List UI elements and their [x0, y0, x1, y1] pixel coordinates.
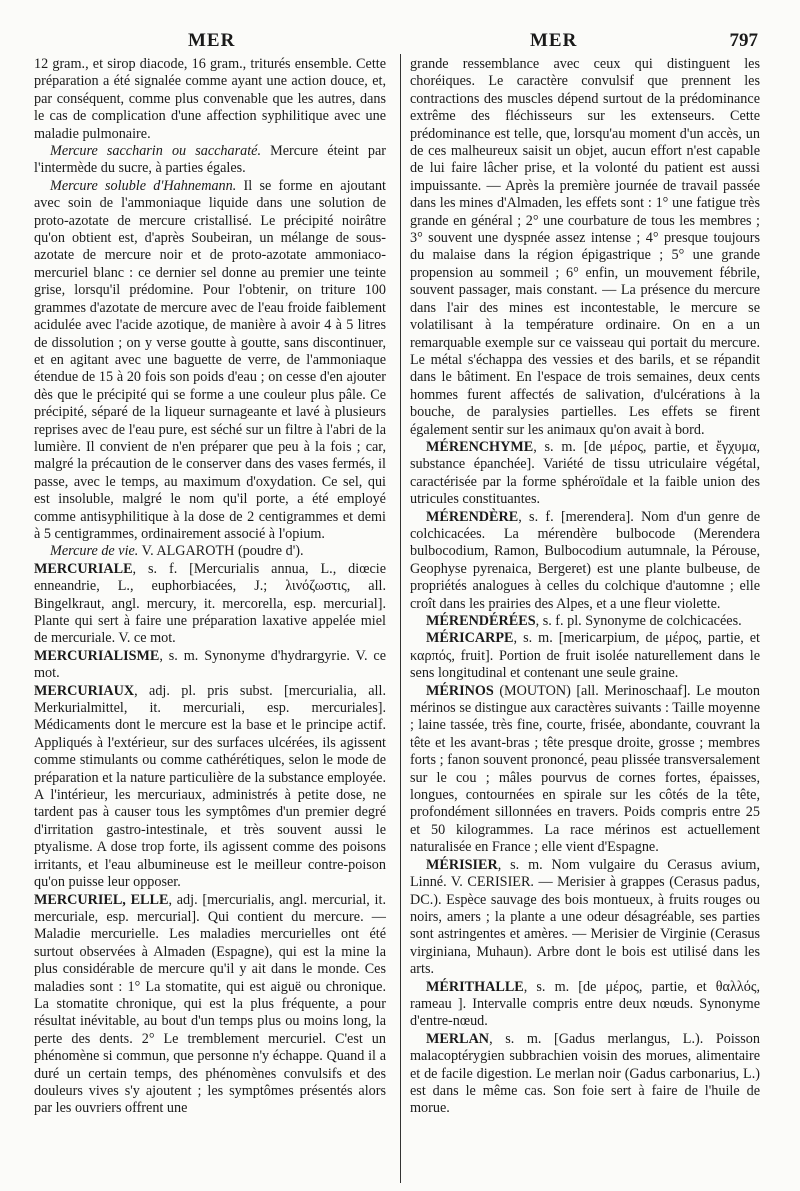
column-divider — [400, 54, 401, 1183]
entry-text: , s. m. [de μέρος, partie, et ἔγχυμα, substance épanchée]. Variété de tissu utriculaire végétal, caractérisée par la forme sphéroïdale et la faible union des utricules constituantes. — [410, 438, 760, 508]
dictionary-entry — [34, 561, 386, 648]
dictionary-entry — [34, 892, 386, 1118]
dictionary-entry — [410, 857, 760, 979]
dictionary-entry — [410, 439, 760, 509]
entry-headword: MERCURIEL, ELLE — [34, 891, 169, 908]
running-head-left: MER — [188, 30, 236, 51]
dictionary-entry — [410, 630, 760, 682]
right-column — [410, 56, 760, 1118]
subentry-term: Mercure soluble d'Hahnemann. — [50, 177, 237, 194]
dictionary-entry — [410, 1031, 760, 1118]
subentry-text: Mercure éteint par l'intermède du sucre, à parties égales. — [34, 143, 386, 177]
subentry — [34, 178, 386, 544]
entry-text: , s. m. [de μέρος, partie, et θαλλός, rameau ]. Intervalle compris entre deux nœuds. Synonyme d'entre-nœud. — [410, 978, 760, 1030]
entry-text: , s. m. Nom vulgaire du Cerasus avium, Linné. V. CERISIER. — Merisier à grappes (Cerasus padus, DC.). Espèce sauvage des bois montueux, à fruits rouges ou noirs, amers ; la plante a une odeur désagréable, ses parties sont astringentes et amères. — Merisier de Virginie (Cerasus virginiana, Muhaun). Arbre dont le bois est utilisé dans les arts. — [410, 856, 760, 978]
page-number: 797 — [729, 30, 758, 51]
entry-headword: MÉRENDÉRÉES — [426, 613, 536, 629]
running-head-right: MER — [530, 30, 578, 51]
subentry-term: Mercure de vie. — [50, 543, 139, 560]
entry-headword: MÉRICARPE — [426, 630, 514, 647]
entry-headword: MERCURIALISME — [34, 647, 160, 664]
subentry-term: Mercure saccharin ou saccharaté. — [50, 143, 262, 160]
entry-headword: MÉRENCHYME — [426, 438, 534, 455]
entry-headword: MÉRITHALLE — [426, 978, 524, 995]
subentry — [34, 543, 386, 560]
entry-text: , s. f. [merendera]. Nom d'un genre de colchicacées. La mérendère bulbocode (Merendera bulbocodium, Ramon, Bulbocodium autumnale, la Pérouse, Geophyse pyrenaica, Bergeret) est une plante bulbeuse, de propriétés analogues à celles du colchique d'automne ; elle croît dans les prairies des Alpes, et a une fleur violette. — [410, 508, 760, 612]
entry-text: , s. f. pl. Synonyme de colchicacées. — [535, 613, 742, 629]
entry-text: , s. m. Synonyme d'hydrargyrie. V. ce mot. — [34, 647, 386, 682]
dictionary-entry — [34, 683, 386, 892]
entry-text: , s. f. [Mercurialis annua, L., diœcie enneandrie, L., euphorbiacées, J.; λινόζωστις, all. Bingelkraut, angl. mercury, it. mercorella, esp. mercurial]. Plante qui sert à faire une préparation laxative appelée miel de mercuriale. V. ce mot. — [34, 560, 386, 647]
entry-text: , adj. [mercurialis, angl. mercurial, it. mercuriale, esp. mercurial]. Qui contient du mercure. — Maladie mercurielle. Les maladies mercurielles ont été surtout observées à Almaden (Espagne), qui est la mine la plus considérable de mercure qu'il y ait dans le monde. Ces maladies sont : 1° La stomatite, qui est aiguë ou chronique. La stomatite chronique, qui est la plus fréquente, a pour résultat inévitable, au bout d'un temps plus ou moins long, la perte des dents. 2° Le tremblement mercuriel. C'est un phénomène si commun, que personne n'y échappe. Quand il a duré un certain temps, des phénomènes convulsifs et des douleurs vives s'y ajoutent ; les symptômes présentés alors par les ouvriers offrent une — [34, 891, 386, 1117]
dictionary-entry — [410, 683, 760, 857]
dictionary-entry — [410, 979, 760, 1031]
entry-continuation: 12 gram., et sirop diacode, 16 gram., triturés ensemble. Cette préparation a été signalée comme ayant une action douce, et, par conséquent, comme plus convenable que les autres, dans le cas de complication d'une affection syphilitique avec une maladie pulmonaire. — [34, 56, 386, 142]
entry-headword: MÉRINOS — [426, 682, 494, 699]
left-column — [34, 56, 386, 1118]
dictionary-entry — [410, 613, 760, 630]
entry-headword: MÉRISIER — [426, 856, 498, 873]
entry-text: , s. m. [mericarpium, de μέρος, partie, et καρπός, fruit]. Portion de fruit isolée naturellement dans le sens longitudinal et contenant une seule graine. — [410, 630, 760, 682]
entry-continuation: grande ressemblance avec ceux qui distinguent les choréiques. Le caractère convulsif que prennent les contractions des muscles dépend surtout de la prédominance extrême des fléchisseurs sur les extenseurs. Cette prédominance est telle, que, lorsqu'au moment d'un accès, un de ces malheureux saisit un objet, aucun effort n'est capable de lui faire lâcher prise, et la volonté du patient est aussi impuissante. — Après la première journée de travail passée dans les mines d'Almaden, les effets sont : 1° une fatigue très grande en général ; 2° une courbature de tous les membres ; 3° souvent une dyspnée assez intense ; 4° presque toujours du malaise dans la région épigastrique ; 5° une grande propension au sommeil ; 6° enfin, un mouvement fébrile, souvent passager, mais constant. — La présence du mercure dans l'air des mines est incontestable, le mercure se volatilisant à la température ordinaire. On en a un remarquable exemple sur ce vaisseau qui portait du mercure. Le métal s'échappa des vessies et des barils, et se répandit dans le bâtiment. En l'espace de trois semaines, deux cents hommes furent affectés de salivation, d'ulcérations à la bouche, de paralysies partielles. Les effets se firent également sentir sur les animaux qu'on avait à bord. — [410, 56, 760, 438]
subentry-text: V. ALGAROTH (poudre d'). — [138, 543, 304, 560]
entry-headword: MÉRENDÈRE — [426, 508, 519, 525]
entry-text: (MOUTON) [all. Merinoschaaf]. Le mouton mérinos se distingue aux caractères suivants : Taille moyenne ; laine tassée, très fine, courte, frisée, abondante, couvrant la tête et les avant-bras ; tête presque droite, grosse ; membres forts ; fanon souvent prononcé, peau plissée transversalement sur le cou ; mâles pourvus de cornes fortes, épaisses, longues, contournées en spirale sur les côtés de la tête, profondément sillonnées en travers. Poids compris entre 25 et 50 kilogrammes. La race mérinos est actuellement naturalisée en France ; elle vient d'Espagne. — [410, 682, 760, 856]
entry-headword: MERCURIALE — [34, 560, 133, 577]
dictionary-entry — [34, 648, 386, 683]
entry-text: , s. m. [Gadus merlangus, L.). Poisson malacoptérygien subbrachien voisin des morues, alimentaire et de facile digestion. Le merlan noir (Gadus carbonarius, L.) est dans le même cas. Son foie sert à faire de l'huile de morue. — [410, 1030, 760, 1117]
entry-text: , adj. pl. pris subst. [mercurialia, all. Merkurialmittel, it. mercuriali, esp. mercuriales]. Médicaments dont le mercure est la base et le principe actif. Appliqués à l'extérieur, sur des surfaces ulcérées, ils agissent comme stimulants ou comme cathérétiques, selon le mode de préparation et la nature particulière de la substance employée. A l'intérieur, les mercuriaux, administrés à petite dose, ne tardent pas à causer tous les symptômes d'un premier degré d'irritation gastro-intestinale, et très souvent aussi le ptyalisme. A dose trop forte, ils agissent comme des poisons irritants, et l'eau albumineuse est le meilleur contre-poison qu'on puisse leur opposer. — [34, 682, 386, 891]
entry-headword: MERLAN — [426, 1030, 490, 1047]
dictionary-entry — [410, 509, 760, 613]
subentry — [34, 143, 386, 178]
subentry-text: Il se forme en ajoutant avec soin de l'ammoniaque liquide dans une solution de proto-azotate de mercure cristallisé. Le précipité noirâtre qu'on obtient est, d'après Soubeiran, un mélange de sous-azotate de mercure noir et de proto-azotate ammoniaco-mercuriel blanc : ce dernier sel donne au premier une teinte grise, lorsqu'il prédomine. Pour l'obtenir, on triture 100 grammes d'azotate de mercure avec de l'eau froide faiblement acidulée avec l'acide azotique, de manière à avoir 4 à 5 litres de dissolution ; on y verse goutte à goutte, sans discontinuer, et en agitant avec une baguette de verre, de l'ammoniaque étendue de 15 à 20 fois son poids d'eau ; on cesse d'en ajouter dès que le précipité qui se forme a une couleur plus pâle. Ce précipité, séparé de la liqueur surnageante et lavé à plusieurs reprises avec de l'eau pure, est séché sur un filtre à l'abri de la lumière. Il convient de n'en préparer que peu à la fois ; car, malgré la précaution de le conserver dans des vases fermés, il passe, avec le temps, au maximum d'oxydation. Ce sel, qui est insoluble, malgré le nom qu'il porte, a été employé comme antisyphilitique à la dose de 2 centigrammes et demi à 5 centigrammes, ordinairement associé à l'opium. — [34, 177, 386, 542]
entry-headword: MERCURIAUX — [34, 682, 135, 699]
